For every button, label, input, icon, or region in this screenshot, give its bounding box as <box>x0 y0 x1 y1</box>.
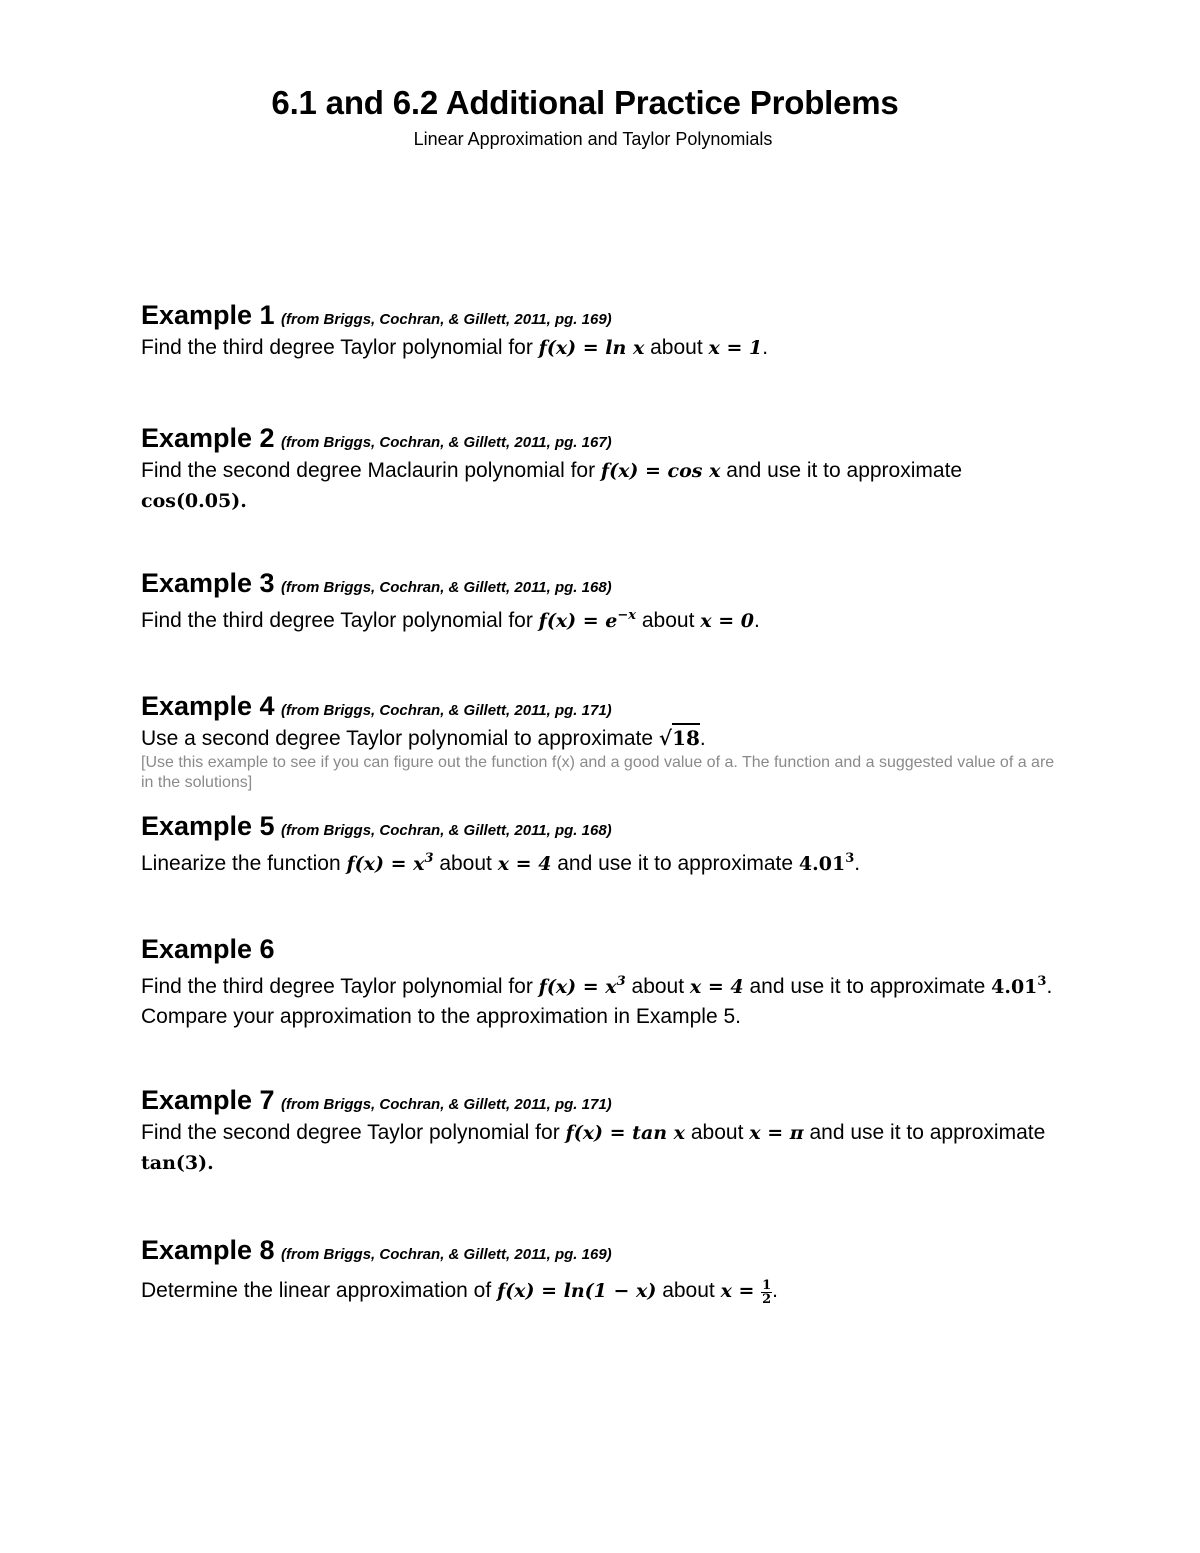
example-source: (from Briggs, Cochran, & Gillett, 2011, pg. 167) <box>281 434 612 451</box>
text-segment: Determine the linear approximation of <box>141 1279 498 1302</box>
text-segment: about <box>625 975 690 998</box>
math-expression: f(x) = x <box>346 853 425 875</box>
math-expression: 4.01 <box>798 853 846 875</box>
example-text <box>141 844 1071 879</box>
example-heading <box>141 811 1071 844</box>
text-segment: Find the third degree Taylor polynomial for <box>141 336 539 359</box>
math-expression: x = π <box>749 1122 804 1144</box>
text-segment: about <box>685 1121 750 1144</box>
text-segment: Find the second degree Maclaurin polynomial for <box>141 459 601 482</box>
page-title: 6.1 and 6.2 Additional Practice Problems <box>271 84 899 121</box>
example-label: Example 7 <box>141 1085 275 1115</box>
text-segment: and use it to approximate <box>803 1121 1046 1144</box>
example-heading <box>141 934 1071 967</box>
example-text <box>141 724 1071 753</box>
example-text <box>141 1276 1071 1306</box>
page-subtitle: Linear Approximation and Taylor Polynomials <box>413 129 773 149</box>
example-heading <box>141 423 1071 456</box>
example-heading <box>141 691 1071 724</box>
text-segment: about <box>644 336 709 359</box>
example-text <box>141 967 1071 1031</box>
math-superscript: 3 <box>845 851 855 866</box>
math-superscript: 3 <box>616 974 626 989</box>
example-label: Example 3 <box>141 568 275 598</box>
math-expression: cos(0.05). <box>141 490 247 512</box>
math-expression: x = 4 <box>689 976 744 998</box>
example-source: (from Briggs, Cochran, & Gillett, 2011, pg. 171) <box>281 702 612 719</box>
text-segment: and use it to approximate <box>551 852 799 875</box>
math-expression: x = 1 <box>708 337 763 359</box>
example-text <box>141 601 1071 636</box>
math-superscript: 3 <box>424 851 434 866</box>
math-expression: f(x) = x <box>538 976 617 998</box>
math-superscript: −x <box>617 608 637 623</box>
example-text <box>141 456 1071 516</box>
text-segment: and use it to approximate <box>720 459 963 482</box>
example-label: Example 1 <box>141 300 275 330</box>
math-superscript: 3 <box>1037 974 1047 989</box>
radicand: 18 <box>672 723 700 750</box>
math-expression: f(x) = tan x <box>565 1122 686 1144</box>
text-segment: . <box>772 1279 778 1302</box>
example-2 <box>141 423 1071 516</box>
math-expression: f(x) = e <box>538 610 618 632</box>
example-source: (from Briggs, Cochran, & Gillett, 2011, pg. 169) <box>281 1246 612 1263</box>
example-heading <box>141 1085 1071 1118</box>
text-segment: . Compare your approximation to the approximation in Example 5. <box>141 975 1053 1028</box>
text-segment: Linearize the function <box>141 852 347 875</box>
radical-sign: √ <box>658 726 673 750</box>
example-8 <box>141 1235 1071 1306</box>
math-expression: f(x) = ln(1 − x) <box>497 1280 657 1302</box>
text-segment: . <box>699 727 706 750</box>
text-segment: about <box>636 609 701 632</box>
example-label: Example 5 <box>141 811 275 841</box>
example-source: (from Briggs, Cochran, & Gillett, 2011, pg. 168) <box>281 822 612 839</box>
example-text <box>141 1118 1071 1178</box>
example-4 <box>141 691 1071 793</box>
math-expression: x = <box>720 1280 762 1302</box>
text-segment: . <box>762 336 769 359</box>
math-expression: x = 4 <box>497 853 552 875</box>
example-source: (from Briggs, Cochran, & Gillett, 2011, pg. 171) <box>281 1096 612 1113</box>
text-segment: Use a second degree Taylor polynomial to approximate <box>141 727 659 750</box>
fraction-denominator: 2 <box>762 1292 772 1307</box>
text-segment: and use it to approximate <box>743 975 992 998</box>
example-note: [Use this example to see if you can figure out the function f(x) and a good value of a. The function and a suggested value of a are in the solutions] <box>141 754 1055 791</box>
example-label: Example 6 <box>141 934 275 964</box>
square-root <box>659 723 700 750</box>
math-expression: f(x) = ln x <box>538 337 645 359</box>
example-6 <box>141 934 1071 1031</box>
text-segment: . <box>854 852 861 875</box>
example-1 <box>141 300 1071 363</box>
example-heading <box>141 1235 1071 1268</box>
fraction-numerator: 1 <box>762 1278 772 1293</box>
example-5 <box>141 811 1071 879</box>
example-source: (from Briggs, Cochran, & Gillett, 2011, pg. 169) <box>281 311 612 328</box>
math-expression: 4.01 <box>991 976 1038 998</box>
fraction <box>761 1279 772 1306</box>
text-segment: Find the third degree Taylor polynomial for <box>141 975 539 998</box>
text-segment: Find the third degree Taylor polynomial for <box>141 609 539 632</box>
text-segment: . <box>753 609 760 632</box>
math-expression: tan(3). <box>141 1152 214 1174</box>
text-segment: Find the second degree Taylor polynomial for <box>141 1121 566 1144</box>
math-expression: x = 0 <box>700 610 754 632</box>
math-expression: f(x) = cos x <box>600 460 721 482</box>
example-label: Example 2 <box>141 423 275 453</box>
example-3 <box>141 568 1071 636</box>
text-segment: about <box>656 1279 721 1302</box>
text-segment: about <box>433 852 498 875</box>
example-heading <box>141 300 1071 333</box>
example-heading <box>141 568 1071 601</box>
example-label: Example 4 <box>141 691 275 721</box>
example-text <box>141 333 1071 363</box>
example-7 <box>141 1085 1071 1178</box>
example-source: (from Briggs, Cochran, & Gillett, 2011, pg. 168) <box>281 579 612 596</box>
example-label: Example 8 <box>141 1235 275 1265</box>
